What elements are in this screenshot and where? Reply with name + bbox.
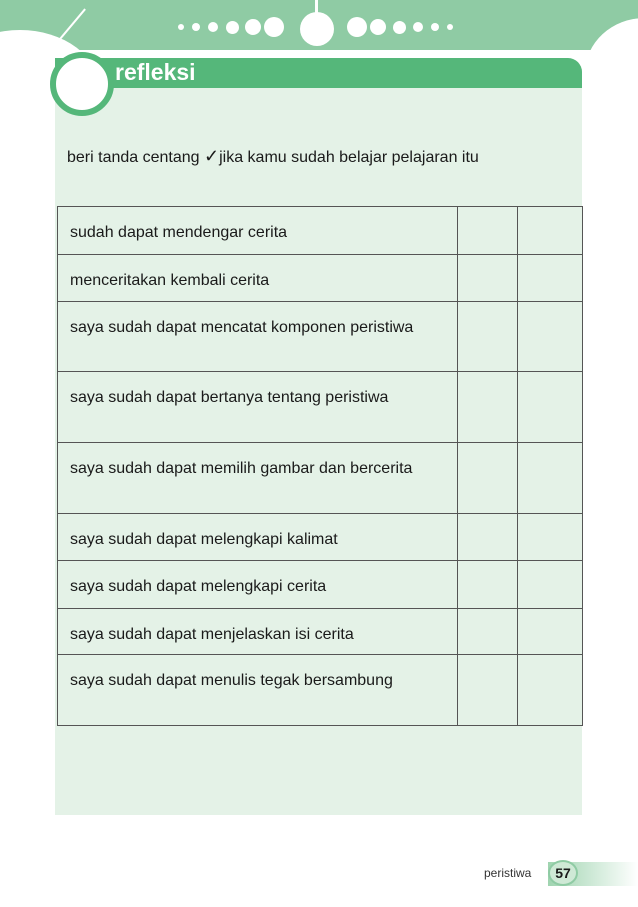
table-row [58,609,583,655]
check-box[interactable] [457,609,518,655]
check-box[interactable] [457,372,518,443]
check-box[interactable] [518,443,583,514]
table-row [58,561,583,609]
table-row [58,255,583,302]
ornament-dot [226,21,239,34]
ornament-stem [315,0,318,14]
ornament-dot [245,19,261,35]
checklist-item: saya sudah dapat mencatat komponen peristiwa [58,302,458,372]
check-box[interactable] [518,655,583,726]
check-box[interactable] [457,207,518,255]
ornament-dot [413,22,423,32]
checklist-item: saya sudah dapat menulis tegak bersambung [58,655,458,726]
ornament-dot [264,17,284,37]
ornament-dot [431,23,439,31]
table-row [58,372,583,443]
reflection-checklist [57,206,583,726]
header-dot-ornament [0,0,638,60]
check-box[interactable] [518,302,583,372]
check-box[interactable] [518,609,583,655]
ornament-dot [192,23,200,31]
checklist-item: saya sudah dapat melengkapi cerita [58,561,458,609]
table-row [58,302,583,372]
check-box[interactable] [518,561,583,609]
instruction-text [67,143,572,171]
page-number: 57 [548,860,578,886]
ornament-dot [393,21,406,34]
checkmark-icon: ✓ [204,146,220,166]
checklist-item: saya sudah dapat bertanya tentang peristiwa [58,372,458,443]
table-row [58,443,583,514]
ornament-dot [447,24,453,30]
instruction-lead: beri tanda centang [67,149,204,166]
table-row [58,207,583,255]
check-box[interactable] [457,302,518,372]
section-title: refleksi [115,59,196,85]
checklist-item: saya sudah dapat memilih gambar dan bercerita [58,443,458,514]
ornament-dot [370,19,386,35]
ornament-dot [178,24,184,30]
ornament-center-circle [300,12,334,46]
checklist-item: saya sudah dapat melengkapi kalimat [58,514,458,561]
ornament-dot [347,17,367,37]
check-box[interactable] [457,655,518,726]
check-box[interactable] [518,372,583,443]
check-box[interactable] [457,514,518,561]
check-box[interactable] [518,207,583,255]
title-circle-ornament [50,52,114,116]
check-box[interactable] [518,514,583,561]
check-box[interactable] [457,561,518,609]
table-row [58,655,583,726]
ornament-dot [208,22,218,32]
checklist-item: saya sudah dapat menjelaskan isi cerita [58,609,458,655]
footer-chapter: peristiwa [484,866,532,880]
instruction-tail: jika kamu sudah belajar pelajaran itu [219,149,479,166]
checklist-item: sudah dapat mendengar cerita [58,207,458,255]
check-box[interactable] [518,255,583,302]
check-box[interactable] [457,443,518,514]
checklist-item: menceritakan kembali cerita [58,255,458,302]
table-row [58,514,583,561]
check-box[interactable] [457,255,518,302]
